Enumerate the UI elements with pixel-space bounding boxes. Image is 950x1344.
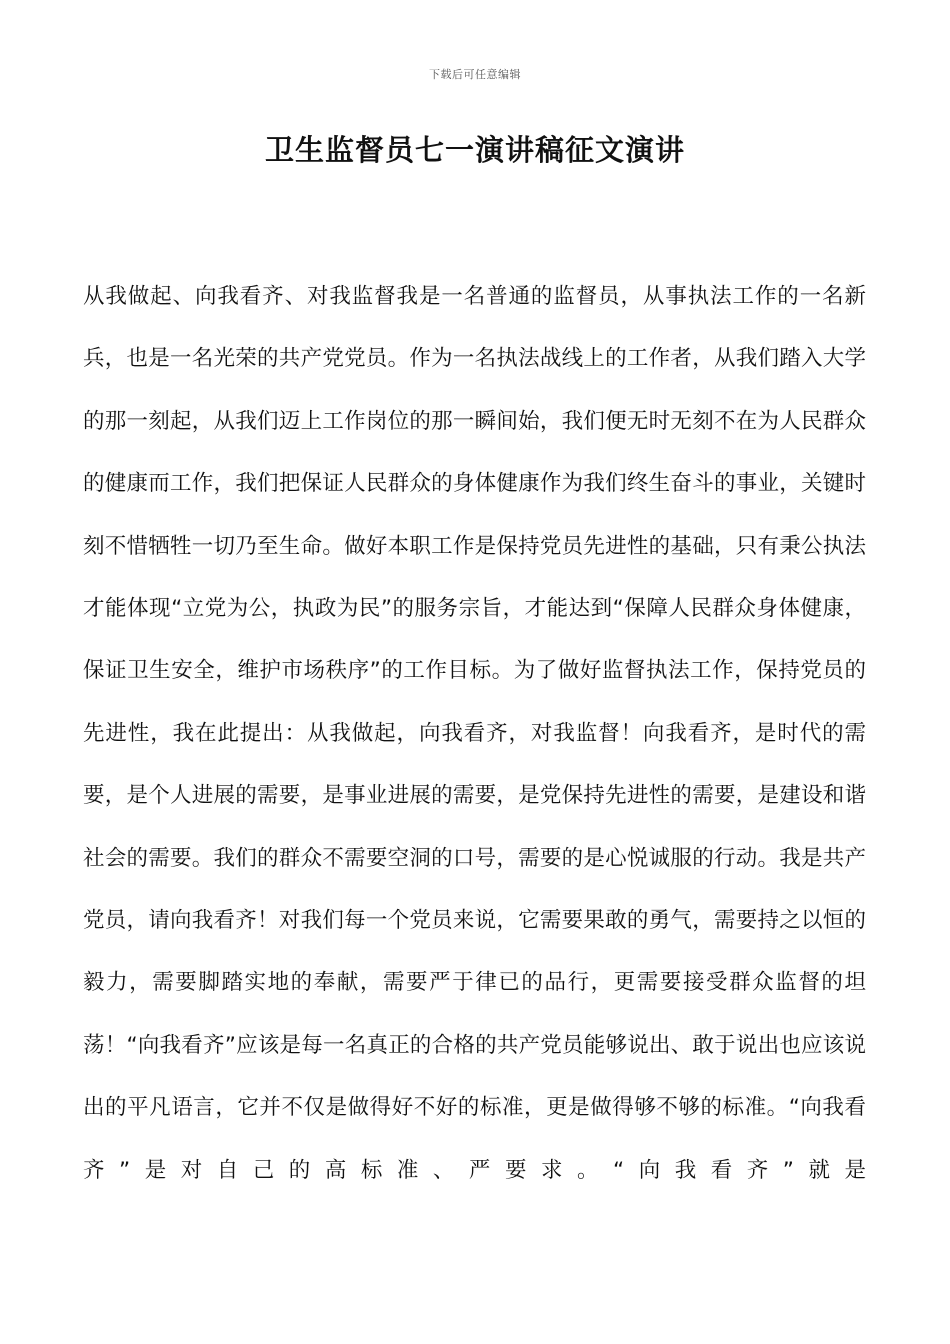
document-body-paragraph: 从我做起、向我看齐、对我监督我是一名普通的监督员，从事执法工作的一名新兵，也是一名光荣的共产党党员。作为一名执法战线上的工作者，从我们踏入大学的那一刻起，从我们迈上工作岗位的那一瞬间始，我们便无时无刻不在为人民群众的健康而工作，我们把保证人民群众的身体健康作为我们终生奋斗的事业，关键时刻不惜牺牲一切乃至生命。做好本职工作是保持党员先进性的基础，只有秉公执法才能体现“立党为公，执政为民”的服务宗旨，才能达到“保障人民群众身体健康，保证卫生安全，维护市场秩序”的工作目标。为了做好监督执法工作，保持党员的先进性，我在此提出：从我做起，向我看齐，对我监督！向我看齐，是时代的需要，是个人进展的需要，是事业进展的需要，是党保持先进性的需要，是建设和谐社会的需要。我们的群众不需要空洞的口号，需要的是心悦诚服的行动。我是共产党员，请向我看齐！对我们每一个党员来说，它需要果敢的勇气，需要持之以恒的毅力，需要脚踏实地的奉献，需要严于律已的品行，更需要接受群众监督的坦荡！“向我看齐”应该是每一名真正的合格的共产党员能够说出、敢于说出也应该说出的平凡语言，它并不仅是做得好不好的标准，更是做得够不够的标准。“向我看齐”是对自己的高标准、严要求。“向我看齐”就是 xyxy=(83,284,866,1183)
header-note: 下载后可任意编辑 xyxy=(429,68,521,81)
document-title: 卫生监督员七一演讲稿征文演讲 xyxy=(264,133,685,167)
